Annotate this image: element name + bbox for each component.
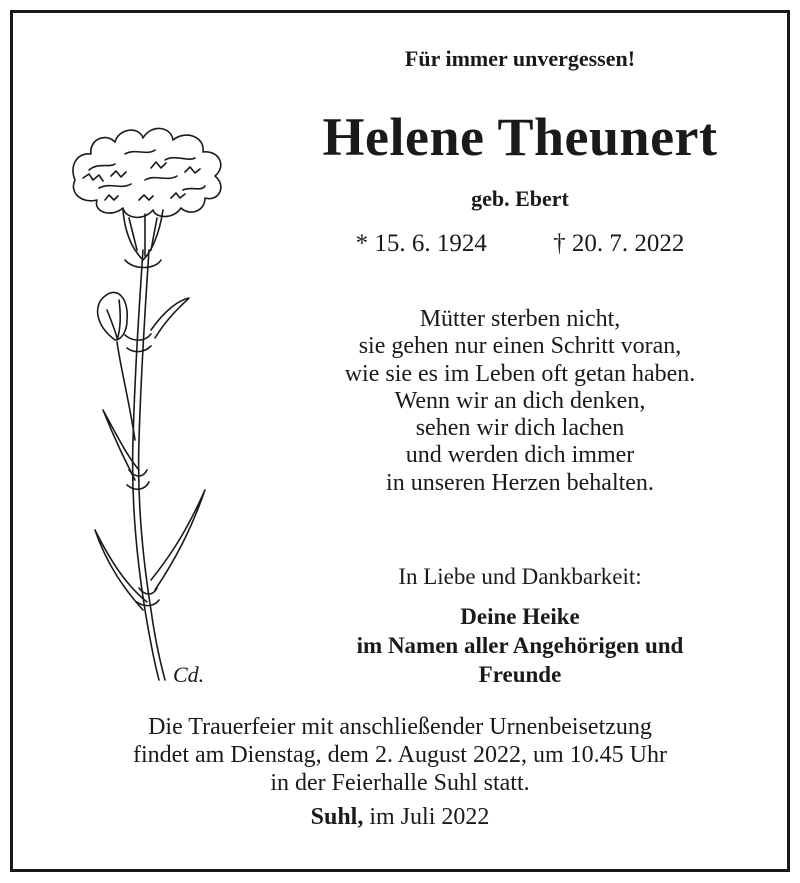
birth-name: geb. Ebert <box>471 186 569 211</box>
poem-line: wie sie es im Leben oft getan haben. <box>344 360 696 387</box>
memorial-poem <box>280 306 760 497</box>
death-date: † 20. 7. 2022 <box>553 230 685 257</box>
poem-line: Wenn wir an dich denken, <box>394 387 646 414</box>
notice-header: Für immer unvergessen! <box>404 46 636 71</box>
poem-line: sehen wir dich lachen <box>415 415 625 442</box>
notice-date: im Juli 2022 <box>363 804 490 830</box>
funeral-service-info <box>40 713 760 797</box>
signers <box>280 602 760 689</box>
poem-line: in unseren Herzen behalten. <box>386 469 654 496</box>
signer-line: im Namen aller Angehörigen und <box>356 633 684 658</box>
signer-line: Deine Heike <box>460 604 580 629</box>
place-and-date <box>200 804 600 831</box>
poem-line: Mütter sterben nicht, <box>419 306 621 332</box>
deceased-name: Helene Theunert <box>322 107 718 167</box>
signer-line: Freunde <box>478 662 562 687</box>
poem-line: und werden dich immer <box>405 442 635 469</box>
service-line: Die Trauerfeier mit anschließender Urnenbeisetzung <box>148 714 652 740</box>
poem-line: sie gehen nur einen Schritt voran, <box>358 333 682 360</box>
service-line: in der Feierhalle Suhl statt. <box>270 770 530 796</box>
life-dates <box>300 230 740 258</box>
carnation-flower-icon <box>55 110 255 690</box>
thanks-line: In Liebe und Dankbarkeit: <box>398 564 642 589</box>
artist-signature: Cd. <box>173 662 205 687</box>
place: Suhl, <box>310 804 364 830</box>
birth-date: * 15. 6. 1924 <box>355 230 487 257</box>
service-line: findet am Dienstag, dem 2. August 2022, um 10.45 Uhr <box>133 742 667 768</box>
